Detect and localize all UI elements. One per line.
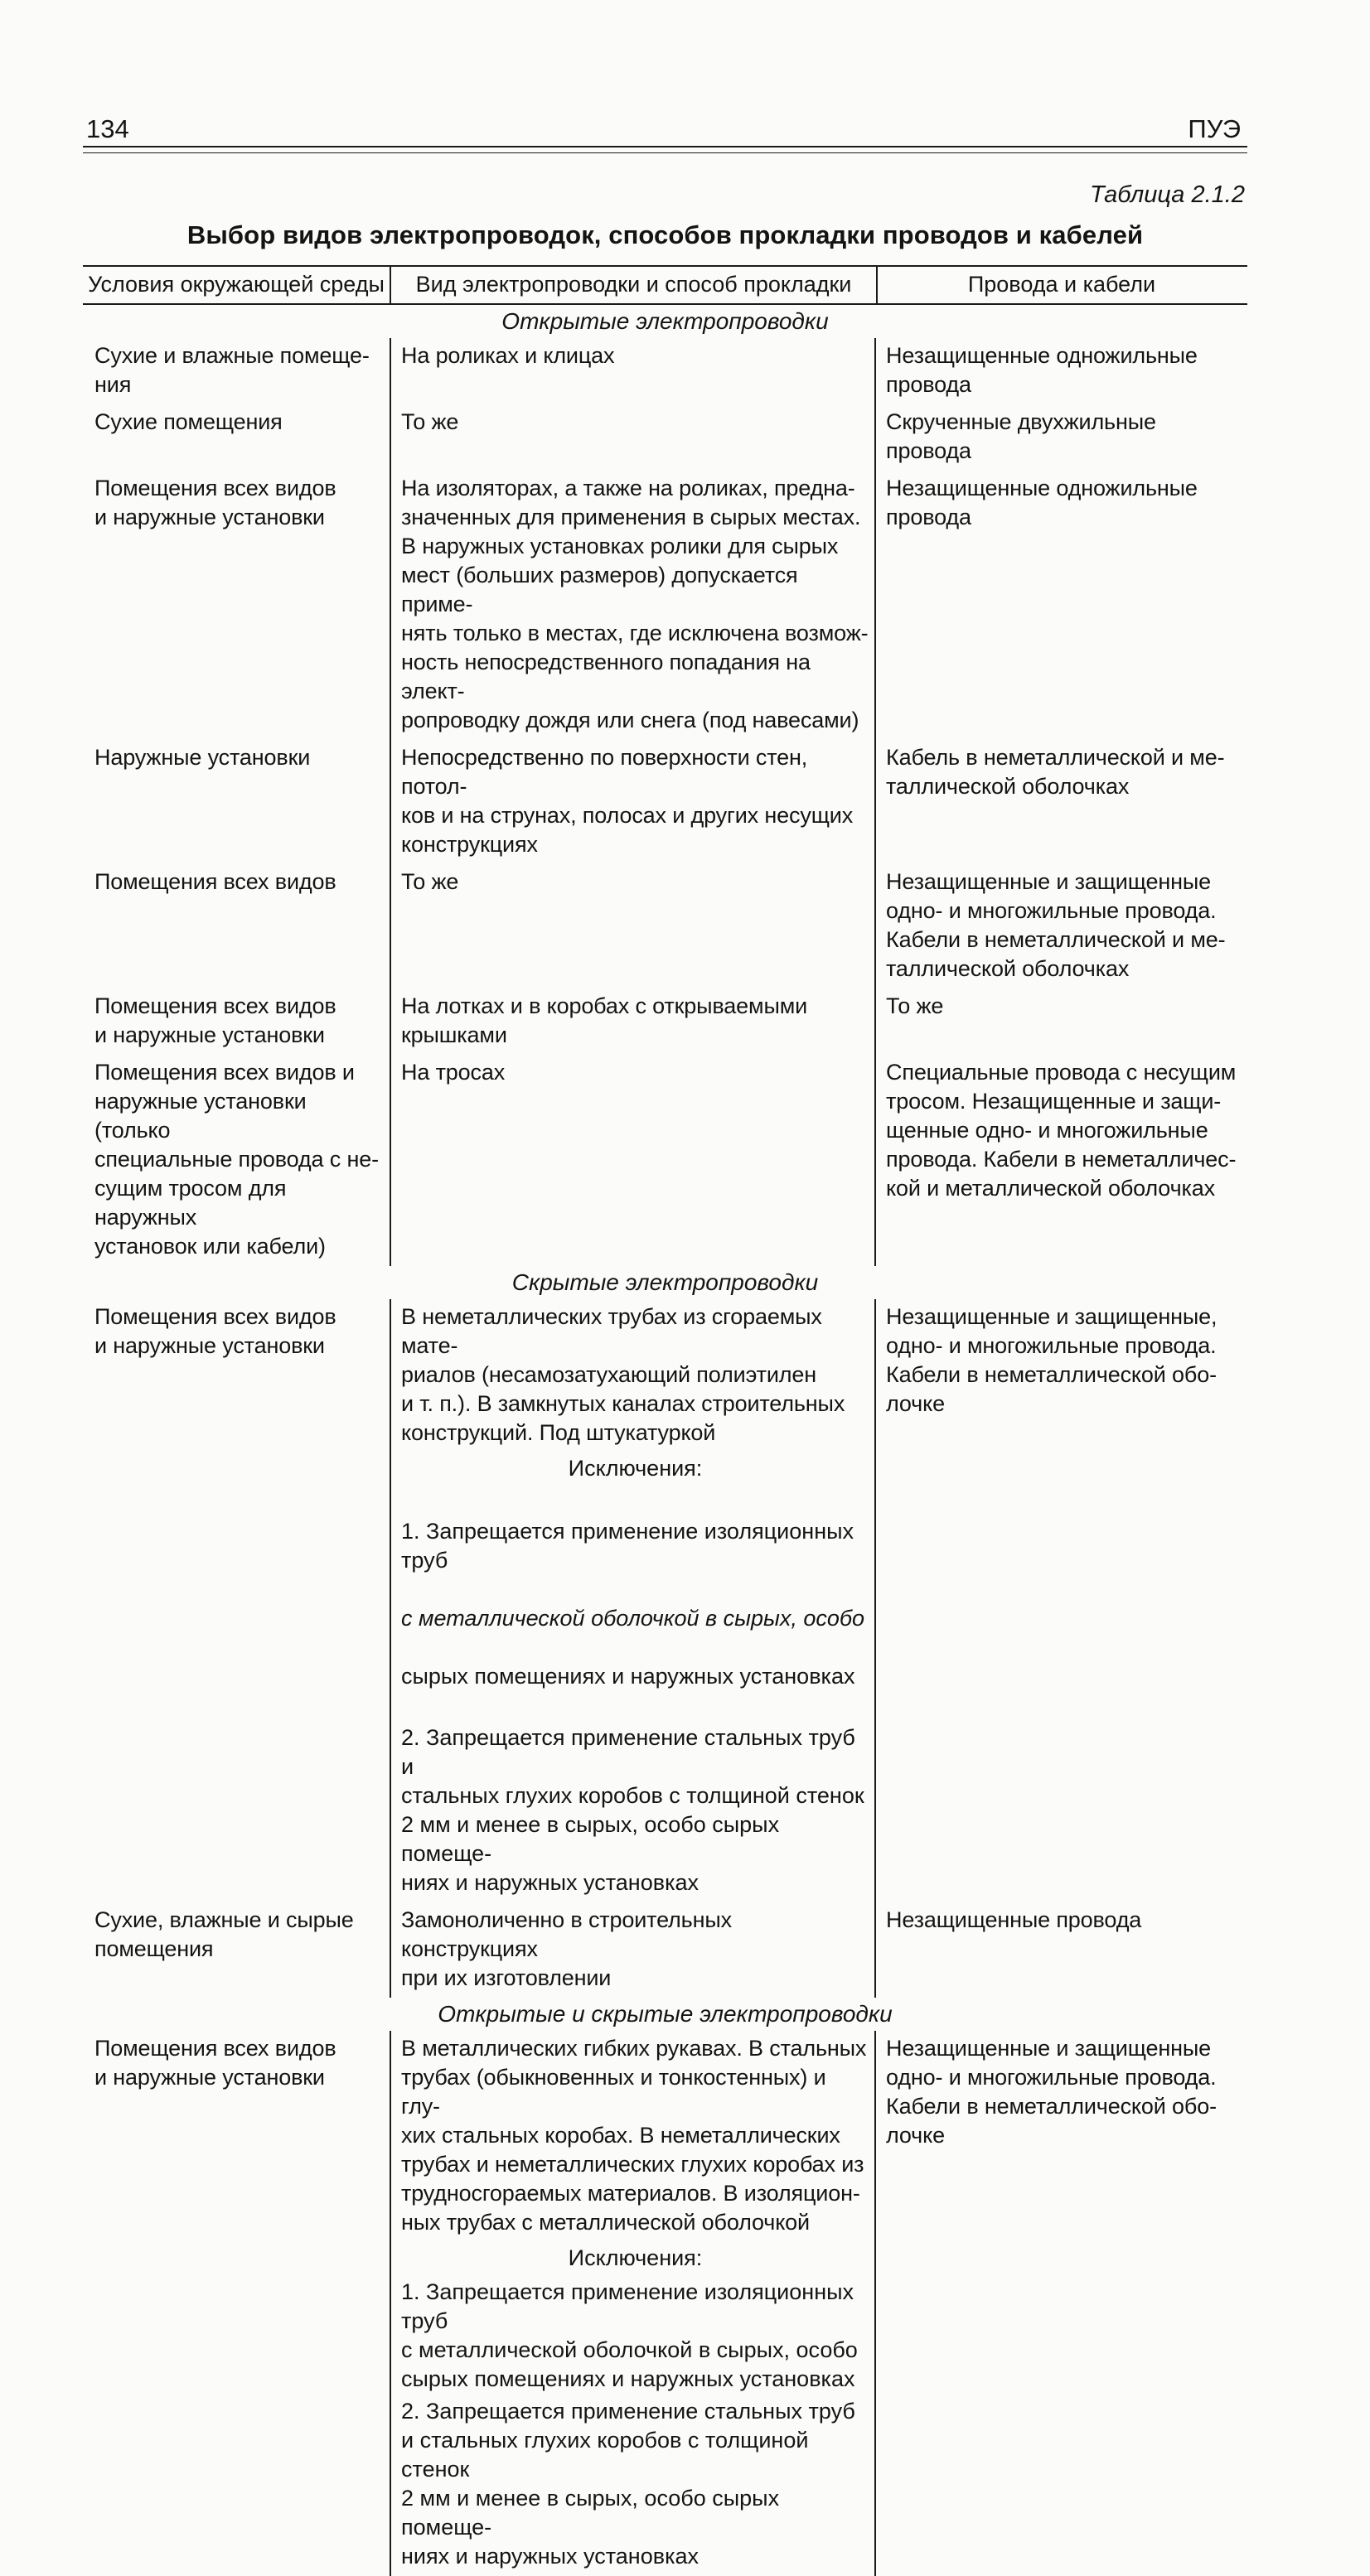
table-row [83,2031,1247,2576]
cell-method: Непосредственно по поверхности стен, потол- ков и на струнах, полосах и других несущих конструкциях [390,740,876,864]
method-text: В металлических гибких рукавах. В стальных трубах (обыкновенных и тонкостенных) и глу- хих стальных коробах. В неметаллических трубах и неметаллических глухих коробах из трудносгораемых материалов. В изоляцион- ных трубах с металлической оболочкой [401,2036,867,2235]
section-heading-open: Открытые электропроводки [501,308,829,334]
cell-environment: Наружные установки [94,745,311,770]
header-rule-thin [83,152,1247,153]
cell-environment: Сухие, влажные и сырые помещения [94,1907,354,1961]
exceptions-title: Исключения: [568,2245,703,2270]
cell-method: На тросах [390,1055,876,1266]
exception-1-line: сырых помещениях и наружных установках [401,1664,855,1689]
cell-environment: Помещения всех видов и наружные установки [94,1304,336,1358]
exception-1-line: 1. Запрещается применение изоляционных труб [401,1519,854,1573]
table-header-row [83,265,1247,305]
section-heading-open-and-hidden: Открытые и скрытые электропроводки [438,2001,893,2027]
cell-method: Замоноличенно в строительных конструкциях при их изготовлении [390,1902,876,1998]
column-header-method: Вид электропроводки и способ прокладки [390,267,878,303]
cell-cables: То же [886,993,944,1018]
cell-cables: Незащищенные и защищенные одно- и многожильные провода. Кабели в неметаллической обо- лочке [886,2036,1217,2148]
table-row [83,404,1247,471]
cell-cables: Незащищенные и защищенные одно- и многожильные провода. Кабели в неметаллической и ме- таллической оболочках [886,869,1226,981]
page-header [83,106,1247,147]
running-title: ПУЭ [1188,114,1241,143]
table-title: Выбор видов электропроводок, способов прокладки проводов и кабелей [186,220,1144,249]
cell-environment: Помещения всех видов [94,869,336,894]
table-row [83,471,1247,740]
cell-environment: Помещения всех видов и наружные установки [94,993,336,1047]
table-row [83,338,1247,404]
method-text: В неметаллических трубах из сгораемых мате- риалов (несамозатухающий полиэтилен и т. п.). В замкнутых каналах строительных конструкций. Под штукатуркой [401,1304,845,1445]
table-row [83,864,1247,988]
exception-item-1: 1. Запрещается применение изоляционных труб с металлической оболочкой в сырых, особо сырых помещениях и наружных установках [401,2279,858,2391]
cell-cables: Кабель в неметаллической и ме- таллической оболочках [886,745,1225,799]
cell-method: То же [390,404,876,471]
cell-method [390,1299,876,1902]
cell-method: На лотках и в коробах с открываемыми крышками [390,988,876,1055]
exception-item-1 [401,1488,869,1720]
cell-method: То же [390,864,876,988]
cell-environment: Сухие и влажные помеще- ния [94,343,370,397]
exception-item-2: 2. Запрещается применение стальных труб и стальных глухих коробов с толщиной стенок 2 мм и менее в сырых, особо сырых помеще- ниях и наружных установках [401,2399,855,2569]
cell-environment: Сухие помещения [94,409,283,434]
cell-environment: Помещения всех видов и наружные установки (только специальные провода с не- сущим тросом для наружных установок или кабели) [94,1060,379,1259]
cell-cables: Незащищенные и защищенные, одно- и многожильные провода. Кабели в неметаллической обо- лочке [886,1304,1218,1416]
cell-cables: Специальные провода с несущим тросом. Незащищенные и защи- щенные одно- и многожильные провода. Кабели в неметалличес- кой и металлической оболочках [886,1060,1237,1201]
wiring-table [83,265,1247,2576]
table-row [83,1902,1247,1998]
table-row [83,988,1247,1055]
cell-cables: Незащищенные одножильные провода [886,343,1198,397]
section-heading-hidden: Скрытые электропроводки [511,1269,819,1295]
cell-cables: Скрученные двухжильные провода [886,409,1156,463]
table-row [83,1299,1247,1902]
header-rule [83,146,1247,147]
exceptions-title: Исключения: [568,1456,703,1481]
table-row [83,1055,1247,1266]
cell-method: На роликах и клицах [390,338,876,404]
column-header-environment: Условия окружающей среды [88,272,385,297]
table-row [83,740,1247,864]
exception-1-line-italic: с металлической оболочкой в сырых, особо [401,1606,865,1631]
cell-method [390,2031,876,2576]
cell-environment: Помещения всех видов и наружные установки [94,476,336,529]
column-header-cables: Провода и кабели [967,272,1156,297]
cell-cables: Незащищенные провода [886,1907,1142,1932]
table-label: Таблица 2.1.2 [1090,181,1245,208]
cell-method: На изоляторах, а также на роликах, предна- значенных для применения в сырых местах. В наружных установках ролики для сырых мест (больших размеров) допускается приме- нять только в местах, где исключена возмож- ность непосредственного попадания на элект- ропроводку дождя или снега (под навесами) [390,471,876,740]
cell-cables: Незащищенные одножильные провода [886,476,1198,529]
cell-environment: Помещения всех видов и наружные установки [94,2036,336,2090]
exception-item-2: 2. Запрещается применение стальных труб и стальных глухих коробов с толщиной стенок 2 мм и менее в сырых, особо сырых помеще- ниях и наружных установках [401,1725,864,1895]
page-number: 134 [86,114,129,143]
